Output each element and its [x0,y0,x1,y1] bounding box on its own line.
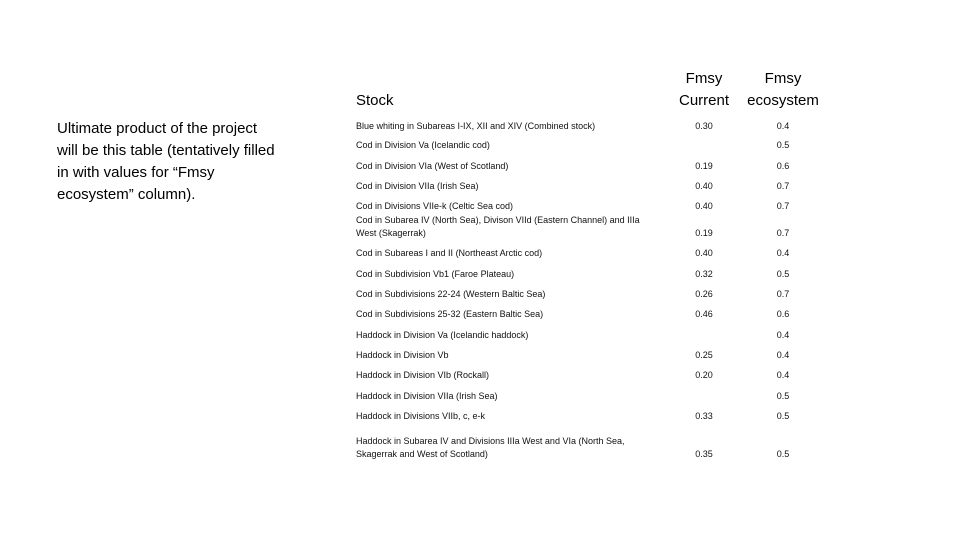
fmsy-ecosystem-value: 0.7 [776,181,790,191]
stock-name: Cod in Subarea IV (North Sea), Divison VIId (Eastern Channel) and IIIa West (Skagerrak) [356,215,640,238]
stock-name: Haddock in Division VIIa (Irish Sea) [356,391,498,401]
fmsy-ecosystem-value: 0.6 [776,161,790,171]
fmsy-current-value: 0.35 [695,449,713,459]
fmsy-ecosystem-header-line2: ecosystem [747,92,819,109]
fmsy-ecosystem-value: 0.7 [776,201,790,211]
fmsy-ecosystem-value: 0.4 [776,330,790,340]
stock-name: Cod in Subareas I and II (Northeast Arctic cod) [356,248,543,258]
fmsy-ecosystem-value: 0.7 [776,289,790,299]
fmsy-current-value: 0.19 [695,228,713,238]
stock-name: Cod in Divisions VIIe-k (Celtic Sea cod) [356,201,514,211]
stock-name: Cod in Division Va (Icelandic cod) [356,140,490,150]
fmsy-current-value: 0.25 [695,350,713,360]
fmsy-ecosystem-value: 0.4 [776,350,790,360]
stock-name: Cod in Subdivisions 22-24 (Western Baltic Sea) [356,289,546,299]
stock-header-label: Stock [356,92,394,109]
fmsy-current-header-line2: Current [678,92,730,109]
fmsy-current-value: 0.33 [695,411,713,421]
fmsy-current-value: 0.20 [695,370,713,380]
fmsy-ecosystem-value: 0.5 [776,449,790,459]
fmsy-current-value: 0.40 [695,201,713,211]
stock-name: Cod in Subdivision Vb1 (Faroe Plateau) [356,269,515,279]
stock-name: Haddock in Division VIb (Rockall) [356,370,490,380]
fmsy-ecosystem-value: 0.4 [776,370,790,380]
fmsy-ecosystem-value: 0.4 [776,121,790,131]
fmsy-ecosystem-header-line1: Fmsy [764,70,802,87]
fmsy-ecosystem-value: 0.7 [776,228,790,238]
fmsy-current-value: 0.46 [695,309,713,319]
stock-name: Haddock in Subarea IV and Divisions IIIa West and VIa (North Sea, Skagerrak and West of Scotland) [356,436,625,459]
stock-name: Haddock in Division Va (Icelandic haddock) [356,330,529,340]
fmsy-current-value: 0.40 [695,248,713,258]
stock-name: Haddock in Division Vb [356,350,449,360]
fmsy-current-header-line1: Fmsy [685,70,723,87]
stock-name: Cod in Subdivisions 25-32 (Eastern Baltic Sea) [356,309,544,319]
stock-name: Cod in Division VIIa (Irish Sea) [356,181,479,191]
project-note: Ultimate product of the project will be this table (tentatively filled in with values for “Fmsy ecosystem” column). [57,120,275,203]
stock-name: Cod in Division VIa (West of Scotland) [356,161,509,171]
fmsy-ecosystem-value: 0.5 [776,411,790,421]
fmsy-ecosystem-value: 0.6 [776,309,790,319]
fmsy-ecosystem-value: 0.5 [776,140,790,150]
fmsy-ecosystem-value: 0.5 [776,269,790,279]
fmsy-ecosystem-value: 0.5 [776,391,790,401]
fmsy-current-value: 0.40 [695,181,713,191]
fmsy-ecosystem-value: 0.4 [776,248,790,258]
fmsy-current-value: 0.32 [695,269,713,279]
stock-name: Blue whiting in Subareas I-IX, XII and XIV (Combined stock) [356,121,596,131]
fmsy-current-value: 0.26 [695,289,713,299]
stock-name: Haddock in Divisions VIIb, c, e-k [356,411,486,421]
fmsy-current-value: 0.30 [695,121,713,131]
fmsy-current-value: 0.19 [695,161,713,171]
